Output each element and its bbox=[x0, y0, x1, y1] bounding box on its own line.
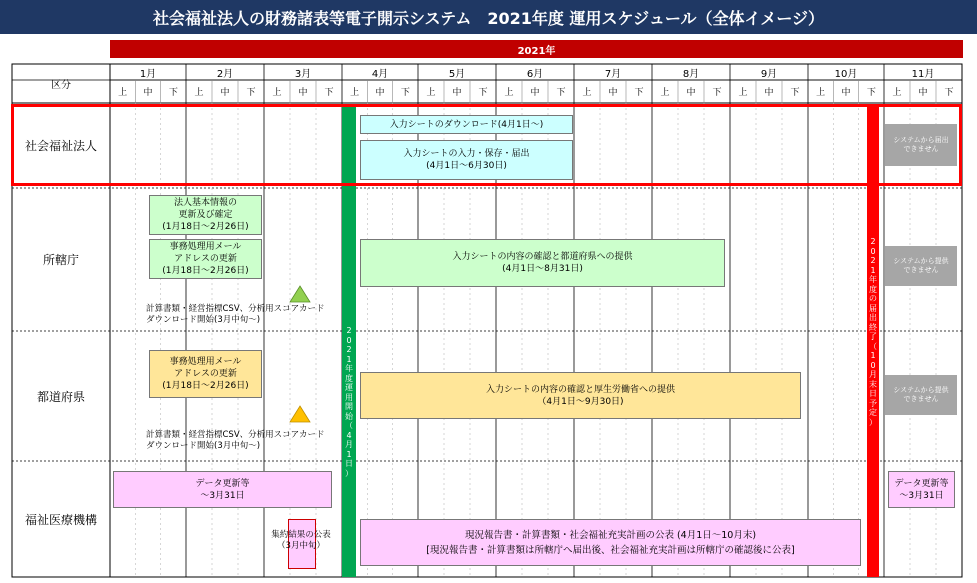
sheet-download-text: 入力シートのダウンロード(4月1日～) bbox=[389, 119, 544, 130]
month-subdivision: 中 bbox=[530, 88, 540, 98]
month-header: 7月 bbox=[604, 68, 622, 80]
month-header: 5月 bbox=[448, 68, 466, 80]
month-subdivision: 中 bbox=[375, 88, 385, 98]
month-header: 1月 bbox=[139, 68, 157, 80]
month-subdivision: 上 bbox=[738, 88, 748, 98]
month-subdivision: 中 bbox=[220, 88, 230, 98]
fy-end-text: 2 0 2 1 年 度 の 届 出 終 了 （ 1 0 月 末 日 予 定 ） bbox=[869, 237, 877, 427]
basic-info-text-1: 法人基本情報の bbox=[173, 198, 237, 208]
month-subdivision: 下 bbox=[790, 88, 800, 98]
yellow-triangle-marker bbox=[289, 405, 311, 423]
month-header: 9月 bbox=[760, 68, 778, 80]
mhlw-provide-box bbox=[360, 372, 801, 419]
pref-no-provide-text-2: できません bbox=[903, 395, 939, 403]
month-subdivision: 中 bbox=[764, 88, 774, 98]
no-provide-text-2: できません bbox=[903, 266, 939, 274]
month-subdivision: 下 bbox=[556, 88, 566, 98]
pref-provide-text: 入力シートの内容の確認と都道府県への提供 bbox=[452, 252, 633, 262]
mhlw-provide-text: 入力シートの内容の確認と厚生労働省への提供 bbox=[485, 384, 675, 395]
month-subdivision: 下 bbox=[478, 88, 488, 98]
month-subdivision: 上 bbox=[660, 88, 670, 98]
month-subdivision: 上 bbox=[426, 88, 436, 98]
month-subdivision: 下 bbox=[400, 88, 410, 98]
csv-download-note bbox=[146, 304, 346, 326]
data-update-box-2 bbox=[888, 471, 955, 508]
category-header: 区分 bbox=[51, 80, 71, 91]
pref-mail-text-2: アドレスの更新 bbox=[174, 369, 237, 379]
month-subdivision: 上 bbox=[816, 88, 826, 98]
fy-start-text: 2 0 2 1 年 度 運 用 開 始 （ 4 月 1 日 ） bbox=[345, 326, 353, 478]
pref-mail-period: (1月18日～2月26日) bbox=[162, 381, 249, 391]
pref-csv-note-line-1: 計算書類・経営指標CSV、分析用スコアカード bbox=[146, 430, 325, 440]
month-subdivision: 下 bbox=[944, 88, 954, 98]
pref-csv-note-line-2: ダウンロード開始(3月中旬～) bbox=[146, 441, 261, 451]
page-title: 社会福祉法人の財務諸表等電子開示システム 2021年度 運用スケジュール（全体イメージ） bbox=[0, 0, 977, 34]
pref-mail-update-box bbox=[149, 350, 262, 398]
month-subdivision: 中 bbox=[686, 88, 696, 98]
aggregate-publish-label bbox=[251, 530, 351, 552]
data-update-period: ～3月31日 bbox=[200, 490, 245, 501]
month-subdivision: 上 bbox=[272, 88, 282, 98]
month-header: 3月 bbox=[294, 68, 312, 80]
month-subdivision: 中 bbox=[841, 88, 851, 98]
month-header: 6月 bbox=[526, 68, 544, 80]
month-subdivision: 下 bbox=[712, 88, 722, 98]
mail-update-box bbox=[149, 239, 262, 279]
row-label-competent-authority: 所轄庁 bbox=[42, 253, 79, 267]
aggregate-publish-period: （3月中旬） bbox=[277, 541, 325, 551]
month-subdivision: 中 bbox=[143, 88, 153, 98]
pref-no-provide-box bbox=[885, 375, 957, 415]
pref-csv-download-note bbox=[146, 430, 346, 452]
month-header: 2月 bbox=[216, 68, 234, 80]
data-update-text-2: データ更新等 bbox=[894, 478, 949, 489]
month-subdivision: 上 bbox=[350, 88, 360, 98]
sheet-input-text: 入力シートの入力・保存・届出 bbox=[403, 149, 530, 159]
month-subdivision: 中 bbox=[298, 88, 308, 98]
year-banner: 2021年 bbox=[110, 40, 963, 58]
basic-info-text-2: 更新及び確定 bbox=[178, 210, 233, 220]
month-subdivision: 下 bbox=[634, 88, 644, 98]
no-submit-text-2: できません bbox=[903, 145, 939, 153]
month-header: 10月 bbox=[834, 68, 858, 80]
month-subdivision: 上 bbox=[892, 88, 902, 98]
data-update-box bbox=[113, 471, 332, 508]
data-update-text: データ更新等 bbox=[195, 478, 250, 489]
month-subdivision: 中 bbox=[608, 88, 618, 98]
month-subdivision: 上 bbox=[118, 88, 128, 98]
highlight-frame bbox=[11, 104, 962, 186]
pref-mail-text-1: 事務処理用メール bbox=[169, 357, 242, 367]
aggregate-publish-text: 集約結果の公表 bbox=[271, 530, 331, 540]
row-label-wam: 福祉医療機構 bbox=[24, 512, 97, 527]
month-subdivision: 中 bbox=[452, 88, 462, 98]
basic-info-update-box bbox=[149, 195, 262, 235]
month-subdivision: 下 bbox=[324, 88, 334, 98]
month-header: 11月 bbox=[911, 68, 935, 80]
month-header: 8月 bbox=[682, 68, 700, 80]
no-provide-box bbox=[885, 246, 957, 286]
no-submit-text: システムから届出 bbox=[893, 136, 949, 144]
month-subdivision: 上 bbox=[504, 88, 514, 98]
public-disclosure-box bbox=[360, 519, 861, 566]
month-header: 4月 bbox=[371, 68, 389, 80]
month-subdivision: 中 bbox=[918, 88, 928, 98]
month-subdivision: 下 bbox=[168, 88, 178, 98]
data-update-period-2: ～3月31日 bbox=[899, 490, 944, 501]
mail-update-period: (1月18日～2月26日) bbox=[162, 266, 249, 276]
public-disclosure-note: [現況報告書・計算書類は所轄庁へ届出後、社会福祉充実計画は所轄庁の確認後に公表] bbox=[426, 544, 795, 556]
pref-provide-period: (4月1日～8月31日) bbox=[502, 264, 583, 274]
mail-update-text-2: アドレスの更新 bbox=[174, 254, 237, 264]
basic-info-period: (1月18日～2月26日) bbox=[162, 222, 249, 232]
month-subdivision: 下 bbox=[246, 88, 256, 98]
pref-no-provide-text: システムから提供 bbox=[893, 386, 949, 394]
month-subdivision: 上 bbox=[582, 88, 592, 98]
mhlw-provide-period: （4月1日～9月30日) bbox=[537, 396, 624, 407]
month-subdivision: 上 bbox=[194, 88, 204, 98]
public-disclosure-text: 現況報告書・計算書類・社会福祉充実計画の公表 (4月1日～10月末) bbox=[464, 529, 757, 541]
month-subdivision: 下 bbox=[866, 88, 876, 98]
mail-update-text-1: 事務処理用メール bbox=[169, 242, 242, 252]
no-provide-text: システムから提供 bbox=[893, 257, 949, 265]
pref-provide-box bbox=[360, 239, 725, 287]
row-label-prefecture: 都道府県 bbox=[36, 389, 85, 404]
row-label-social-welfare-corp: 社会福祉法人 bbox=[24, 139, 97, 153]
csv-note-line-1: 計算書類・経営指標CSV、分析用スコアカード bbox=[146, 304, 325, 314]
sheet-input-period: (4月1日～6月30日) bbox=[426, 161, 507, 171]
green-triangle-marker bbox=[289, 285, 311, 303]
csv-note-line-2: ダウンロード開始(3月中旬～) bbox=[146, 315, 261, 325]
